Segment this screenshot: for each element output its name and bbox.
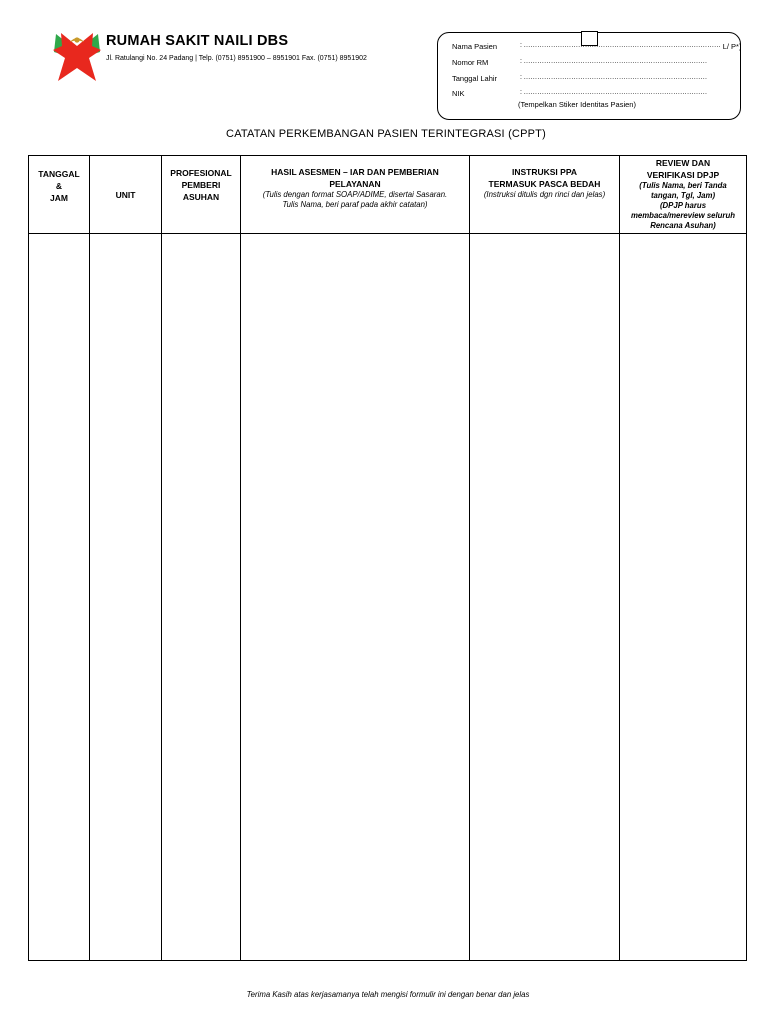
col-header-instruksi-note: (Instruksi ditulis dgn rinci dan jelas) [483,190,606,199]
col-header-instruksi [470,156,620,234]
col-header-unit-label: UNIT [115,189,136,200]
hospital-name: RUMAH SAKIT NAILI DBS [106,33,289,49]
nik-row [452,89,737,98]
medical-record-field[interactable]: : ……………………………………………………………………… [520,58,708,65]
cell-unit-entry[interactable] [90,234,162,961]
form-title: CATATAN PERKEMBANGAN PASIEN TERINTEGRASI (CPPT) [226,128,546,140]
medical-record-row [452,58,737,67]
col-header-unit [90,156,162,234]
patient-name-row [452,42,742,51]
patient-identity-box [437,32,741,120]
nik-field[interactable]: : ……………………………………………………………………… [520,89,708,96]
cell-review-entry[interactable] [620,234,747,961]
medical-record-label: Nomor RM [452,58,489,67]
col-header-instruksi-line1: INSTRUKSI PPA [511,167,578,177]
birth-date-field[interactable]: : ……………………………………………………………………… [520,74,708,81]
col-header-tanggal-line1: TANGGAL [38,169,80,179]
hospital-address: Jl. Ratulangi No. 24 Padang | Telp. (0751) 8951900 – 8951901 Fax. (0751) 8951902 [106,55,367,62]
col-header-profesional-line2: PEMBERI [181,180,221,190]
hospital-logo [52,30,102,82]
col-header-review-note2: (DPJP harus membaca/mereview seluruh Rencana Asuhan) [630,201,735,230]
col-header-tanggal-line3: JAM [50,193,68,203]
col-header-profesional-line3: ASUHAN [182,192,220,202]
col-header-review-dpjp [620,156,747,234]
table-header-row [29,156,747,234]
footer-note: Terima Kasih atas kerjasamanya telah mengisi formulir ini dengan benar dan jelas [246,990,530,999]
patient-name-label: Nama Pasien [452,42,498,51]
birth-date-label: Tanggal Lahir [452,74,498,83]
col-header-hasil-asesmen [241,156,470,234]
gender-option-label: L/ P*) [722,42,742,51]
col-header-hasil-title: HASIL ASESMEN – IAR DAN PEMBERIAN PELAYANAN [271,167,439,189]
col-header-review-note1: (Tulis Nama, beri Tanda tangan, Tgl, Jam) [639,181,727,200]
nik-label: NIK [452,89,465,98]
cell-instruksi-entry[interactable] [470,234,620,961]
sticker-note: (Tempelkan Stiker Identitas Pasien) [518,100,636,109]
birth-date-row [452,74,737,83]
patient-name-field[interactable]: : …………………………………………………………………………… [520,42,721,49]
col-header-review-line1: REVIEW DAN [655,158,711,168]
col-header-profesional [162,156,241,234]
table-row [29,234,747,961]
col-header-hasil-note: (Tulis dengan format SOAP/ADIME, disertai Sasaran. Tulis Nama, beri paraf pada akhir catatan) [262,190,448,209]
col-header-tanggal [29,156,90,234]
cppt-table [28,155,747,961]
col-header-tanggal-line2: & [55,181,63,191]
cell-hasil-entry[interactable] [241,234,470,961]
col-header-review-line2: VERIFIKASI DPJP [646,170,720,180]
col-header-instruksi-line2: TERMASUK PASCA BEDAH [488,179,601,189]
cell-tanggal-entry[interactable] [29,234,90,961]
cell-profesional-entry[interactable] [162,234,241,961]
col-header-profesional-line1: PROFESIONAL [170,168,232,178]
